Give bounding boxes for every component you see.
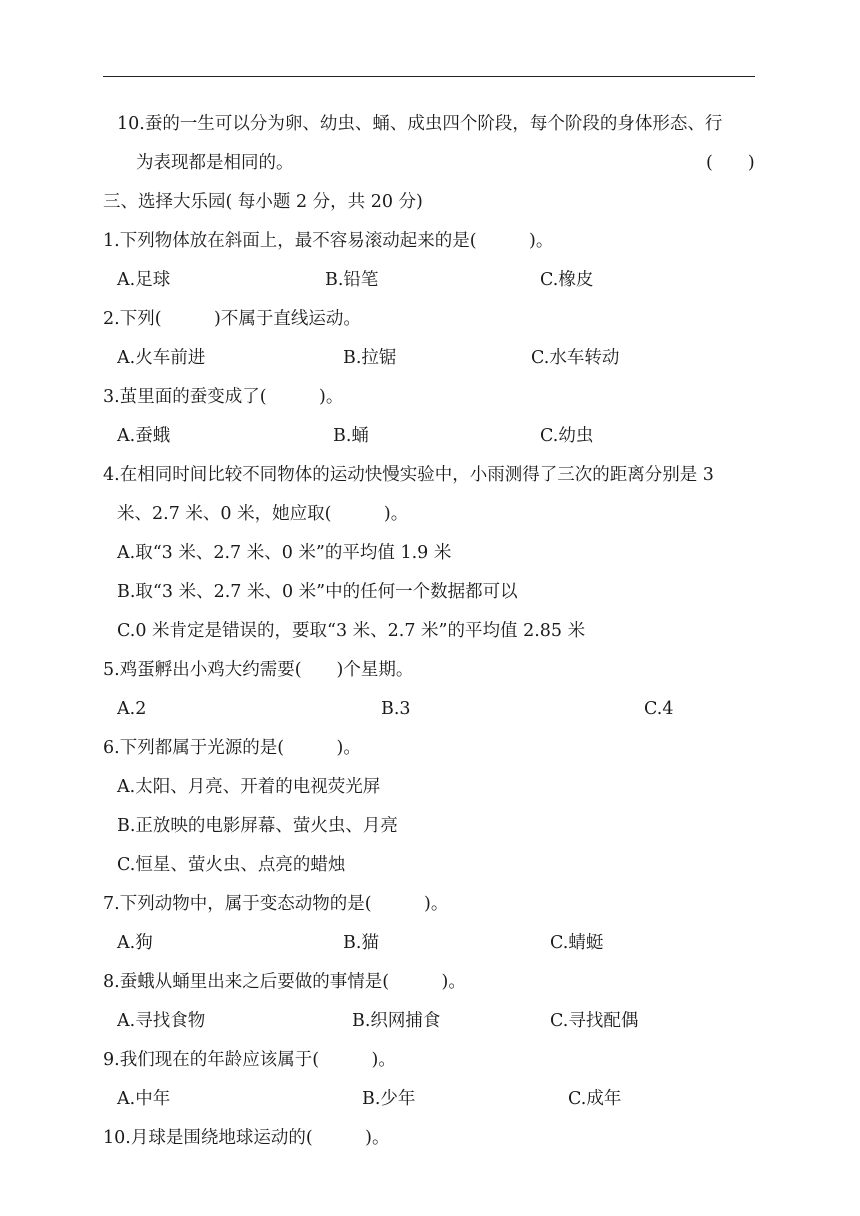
question-6-option-b: B.正放映的电影屏幕、萤火虫、月亮 bbox=[117, 816, 398, 836]
question-1-option-b: B.铅笔 bbox=[325, 270, 379, 290]
question-7-stem: 7.下列动物中，属于变态动物的是( )。 bbox=[103, 894, 449, 914]
question-8-option-c: C.寻找配偶 bbox=[550, 1011, 639, 1031]
question-9-stem: 9.我们现在的年龄应该属于( )。 bbox=[103, 1050, 396, 1070]
question-2-option-b: B.拉锯 bbox=[343, 348, 397, 368]
question-2-stem: 2.下列( )不属于直线运动。 bbox=[103, 309, 361, 329]
question-4-stem-line1: 4.在相同时间比较不同物体的运动快慢实验中，小雨测得了三次的距离分别是 3 bbox=[103, 465, 714, 485]
question-1-option-a: A.足球 bbox=[117, 270, 171, 290]
question-3-option-c: C.幼虫 bbox=[540, 426, 594, 446]
question-8-stem: 8.蚕蛾从蛹里出来之后要做的事情是( )。 bbox=[103, 972, 466, 992]
question-1-stem: 1.下列物体放在斜面上，最不容易滚动起来的是( )。 bbox=[103, 231, 554, 251]
question-6-option-a: A.太阳、月亮、开着的电视荧光屏 bbox=[117, 777, 381, 797]
question-7-option-a: A.狗 bbox=[117, 933, 153, 953]
question-4-option-c: C.0 米肯定是错误的，要取“3 米、2.7 米”的平均值 2.85 米 bbox=[117, 621, 586, 641]
question-5-option-a: A.2 bbox=[117, 699, 147, 719]
question-7-option-b: B.猫 bbox=[343, 933, 379, 953]
question-3-option-b: B.蛹 bbox=[333, 426, 369, 446]
question-9-option-c: C.成年 bbox=[568, 1089, 622, 1109]
question-10-stem: 10.月球是围绕地球运动的( )。 bbox=[103, 1128, 390, 1148]
question-9-option-b: B.少年 bbox=[362, 1089, 416, 1109]
section-3-title: 三、选择大乐园( 每小题 2 分，共 20 分) bbox=[103, 192, 423, 212]
question-8-option-a: A.寻找食物 bbox=[117, 1011, 206, 1031]
question-4-option-a: A.取“3 米、2.7 米、0 米”的平均值 1.9 米 bbox=[117, 543, 452, 563]
question-8-option-b: B.织网捕食 bbox=[352, 1011, 441, 1031]
tf-q10-answer-blank: ( ) bbox=[706, 153, 755, 173]
question-4-stem-line2: 米、2.7 米、0 米，她应取( )。 bbox=[117, 504, 409, 524]
question-6-stem: 6.下列都属于光源的是( )。 bbox=[103, 738, 361, 758]
header-rule bbox=[103, 76, 755, 77]
question-5-option-b: B.3 bbox=[381, 699, 411, 719]
question-1-option-c: C.橡皮 bbox=[540, 270, 594, 290]
question-6-option-c: C.恒星、萤火虫、点亮的蜡烛 bbox=[117, 855, 346, 875]
question-5-option-c: C.4 bbox=[644, 699, 674, 719]
question-2-option-a: A.火车前进 bbox=[117, 348, 206, 368]
question-3-stem: 3.茧里面的蚕变成了( )。 bbox=[103, 387, 344, 407]
tf-q10-line2: 为表现都是相同的。 bbox=[136, 153, 294, 173]
question-7-option-c: C.蜻蜓 bbox=[550, 933, 604, 953]
question-9-option-a: A.中年 bbox=[117, 1089, 171, 1109]
question-4-option-b: B.取“3 米、2.7 米、0 米”中的任何一个数据都可以 bbox=[117, 582, 518, 602]
question-2-option-c: C.水车转动 bbox=[531, 348, 620, 368]
question-3-option-a: A.蚕蛾 bbox=[117, 426, 171, 446]
question-5-stem: 5.鸡蛋孵出小鸡大约需要( )个星期。 bbox=[103, 660, 414, 680]
tf-q10-line1: 10.蚕的一生可以分为卵、幼虫、蛹、成虫四个阶段，每个阶段的身体形态、行 bbox=[117, 114, 723, 134]
